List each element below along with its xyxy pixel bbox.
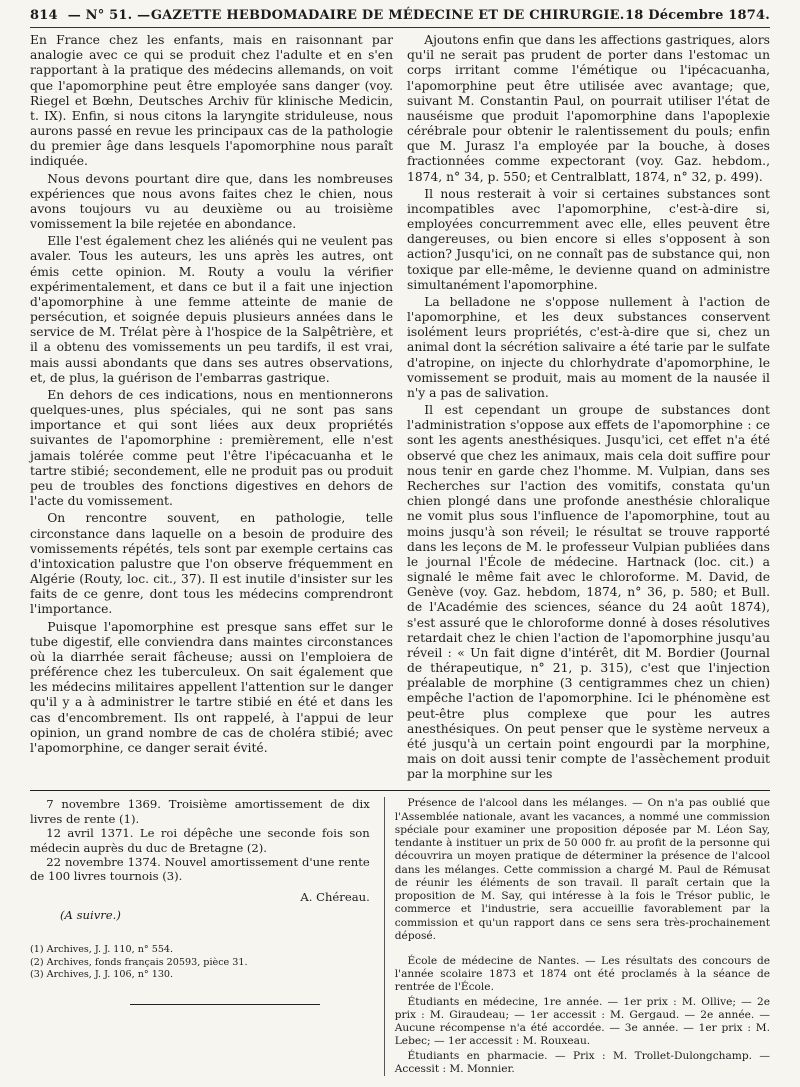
chronology-entry: 7 novembre 1369. Troisième amortissement de dix livres de rente (1). (30, 797, 370, 826)
issue-date: 18 Décembre 1874. (625, 8, 770, 23)
news-item: Étudiants en médecine, 1re année. — 1er prix : M. Ollive; — 2e prix : M. Giraudeau; — 1er accessit : M. Gergaud. — 2e année. — Aucune récompense n'a été accordée. — 3e année. — 1er prix : M. Lebec; — 1er accessit : M. Rouxeau. (394, 995, 770, 1048)
page-header (30, 8, 770, 28)
newspaper-page (30, 8, 770, 1078)
paragraph: Nous devons pourtant dire que, dans les nombreuses expériences que nous avons faites chez le chien, nous avons toujours vu au deuxième ou au troisième vomissement la bile rejetée en abondance. (30, 171, 393, 232)
chronology-entry: 12 avril 1371. Le roi dépêche une seconde fois son médecin auprès du duc de Bretagne (2). (30, 826, 370, 855)
chronology-section (30, 797, 370, 1076)
right-column (407, 33, 770, 782)
paragraph: Il nous resterait à voir si certaines substances sont incompatibles avec l'apomorphine, c'est-à-dire si, employées concurremment avec elle, elles peuvent être dangereuses, ou bien encore si elles s'opposent à son action? Jusqu'ici, on ne connaît pas de substance qui, non toxique par elle-même, le devienne quand on administre simultanément l'apomorphine. (407, 186, 770, 292)
footnote: (3) Archives, J. J. 106, n° 130. (30, 969, 174, 981)
paragraph: Il est cependant un groupe de substances dont l'administration s'oppose aux effets de l'apomorphine : ce sont les agents anesthésiques. Jusqu'ici, cet effet n'a été observé que chez les animaux, mais cela doit suffire pour nous tenir en garde chez l'homme. M. Vulpian, dans ses Recherches sur l'action des vomitifs, constata qu'un chien plongé dans une profonde anesthésie chloralique ne vomit plus sous l'influence de l'apomorphine, tout au moins jusqu'à son réveil; le résultat se trouve rapporté dans les leçons de M. le professeur Vulpian publiées dans le journal l'École de médecine. Hartnack (loc. cit.) a signalé le même fait avec le chloroforme. M. David, de Genève (voy. Gaz. hebdom, 1874, n° 36, p. 580; et Bull. de l'Académie des sciences, séance du 24 août 1874), s'est assuré que le chloroforme donné à doses résolutives retardait chez le chien l'action de l'apomorphine jusqu'au réveil : « Un fait digne d'intérêt, dit M. Bordier (Journal de thérapeutique, n° 21, p. 315), c'est que l'injection préalable de morphine (3 centigrammes chez un chien) empêche l'action de l'apomorphine. Ici le phénomène est peut-être plus complexe que pour les autres anesthésiques. On peut penser que le système nerveux a été jusqu'à un certain point engourdi par la morphine, mais on doit aussi tenir compte de l'assèchement produit par la morphine sur les (407, 403, 770, 782)
journal-title: GAZETTE HEBDOMADAIRE DE MÉDECINE ET DE CHIRURGIE. (150, 8, 625, 23)
paragraph: Puisque l'apomorphine est presque sans effet sur le tube digestif, elle conviendra dans maintes circonstances où la diarrhée serait fâcheuse; aussi on l'emploiera de préférence chez les tuberculeux. On sait également que les médecins militaires appellent l'attention sur le danger qu'il y a à administrer le tartre stibié en été et dans les cas d'encombrement. Ils ont rappelé, à l'appui de leur opinion, un grand nombre de cas de choléra stibié; avec l'apomorphine, ce danger serait évité. (30, 619, 393, 755)
author-signature: A. Chéreau. (300, 889, 370, 904)
paragraph: On rencontre souvent, en pathologie, telle circonstance dans laquelle on a besoin de produire des vomissements répétés, tels sont par exemple certains cas d'intoxication palustre que l'on observe fréquemment en Algérie (Routy, loc. cit., 37). Il est inutile d'insister sur les faits de ce genre, dont tous les médecins comprendront l'importance. (30, 511, 393, 617)
left-column (30, 33, 393, 782)
paragraph: La belladone ne s'oppose nullement à l'action de l'apomorphine, et les deux substances conservent isolément leurs propriétés, c'est-à-dire que si, chez un animal dont la sécrétion salivaire a été tarie par le sulfate d'atropine, on injecte du chlorhydrate d'apomorphine, le vomissement se produit, mais au moment de la nausée il n'y a pas de salivation. (407, 294, 770, 400)
section-divider (30, 790, 770, 791)
paragraph: Elle l'est également chez les aliénés qui ne veulent pas avaler. Tous les auteurs, les uns après les autres, ont émis cette opinion. M. Routy a voulu la vérifier expérimentalement, et dans ce but il a fait une injection d'apomorphine à une femme atteinte de manie de persécution, et soignée depuis plusieurs années dans le service de M. Trélat père à l'hospice de la Salpêtrière, et il a obtenu des vomissements un peu tardifs, il est vrai, mais aussi abondants que dans ses autres observations, et, de plus, la guérison de l'embarras gastrique. (30, 234, 393, 385)
paragraph: Ajoutons enfin que dans les affections gastriques, alors qu'il ne serait pas prudent de porter dans l'estomac un corps irritant comme l'émétique ou l'ipécacuanha, l'apomorphine peut être utilisée avec avantage; que, suivant M. Constantin Paul, on pourrait utiliser l'état de nauséisme que produit l'apomorphine dans l'apoplexie cérébrale pour obtenir le ralentissement du pouls; enfin que M. Jurasz l'a employée par la bouche, à doses fractionnées comme expectorant (voy. Gaz. hebdom., 1874, n° 34, p. 550; et Centralblatt, 1874, n° 32, p. 499). (407, 33, 770, 184)
paragraph: En France chez les enfants, mais en raisonnant par analogie avec ce qui se produit chez l'adulte et en s'en rapportant à la pratique des médecins allemands, on voit que l'apomorphine peut être employée sans danger (voy. Riegel et Bœhn, Deutsches Archiv für klinische Medicin, t. IX). Enfin, si nous citons la laryngite striduleuse, nous aurons passé en revue les principaux cas de la pathologie du premier âge dans lesquels l'apomorphine nous paraît indiquée. (30, 33, 393, 169)
news-item: Étudiants en pharmacie. — Prix : M. Trollet-Dulongchamp. — Accessit : M. Monnier. (394, 1049, 770, 1075)
paragraph: En dehors de ces indications, nous en mentionnerons quelques-unes, plus spéciales, qui ne sont pas sans importance et qui sont liées aux deux propriétés suivantes de l'apomorphine : premièrement, elle n'est jamais tolérée comme peut l'être l'ipécacuanha et le tartre stibié; secondement, elle ne produit pas ou produit peu de troubles des fonctions digestives en dehors de l'acte du vomissement. (30, 387, 393, 509)
footnotes (30, 944, 370, 981)
chronology-entry: 22 novembre 1374. Nouvel amortissement d'une rente de 100 livres tournois (3). (30, 854, 370, 884)
news-item: Présence de l'alcool dans les mélanges. — On n'a pas oublié que l'Assemblée nationale, avant les vacances, a nommé une commission spéciale pour examiner une proposition déposée par M. Léon Say, tendante à instituer un prix de 50 000 fr. au profit de la personne qui découvrira un moyen pratique de déterminer la présence de l'alcool dans les mélanges. Cette commission a chargé M. Paul de Rémusat de réunir les éléments de son travail. Il paraît certain que la proposition de M. Say, qui intéresse à la fois le Trésor public, le commerce et l'industrie, sera accueillie favorablement par la commission et qu'un rapport dans ce sens sera très-prochainement déposé. (394, 797, 770, 942)
footnote: (1) Archives, J. J. 110, n° 554. (30, 944, 174, 956)
main-columns (30, 33, 770, 782)
news-item: École de médecine de Nantes. — Les résultats des concours de l'année scolaire 1873 et 1874 ont été proclamés à la séance de rentrée de l'École. (394, 955, 770, 994)
bottom-section (30, 797, 770, 1076)
to-be-continued: (A suivre.) (60, 908, 121, 923)
issue-number: — N° 51. — (67, 8, 151, 23)
page-number: 814 (30, 8, 58, 23)
news-section (384, 797, 770, 1076)
footnote: (2) Archives, fonds français 20593, pièce 31. (30, 956, 248, 968)
end-rule (130, 1004, 320, 1005)
